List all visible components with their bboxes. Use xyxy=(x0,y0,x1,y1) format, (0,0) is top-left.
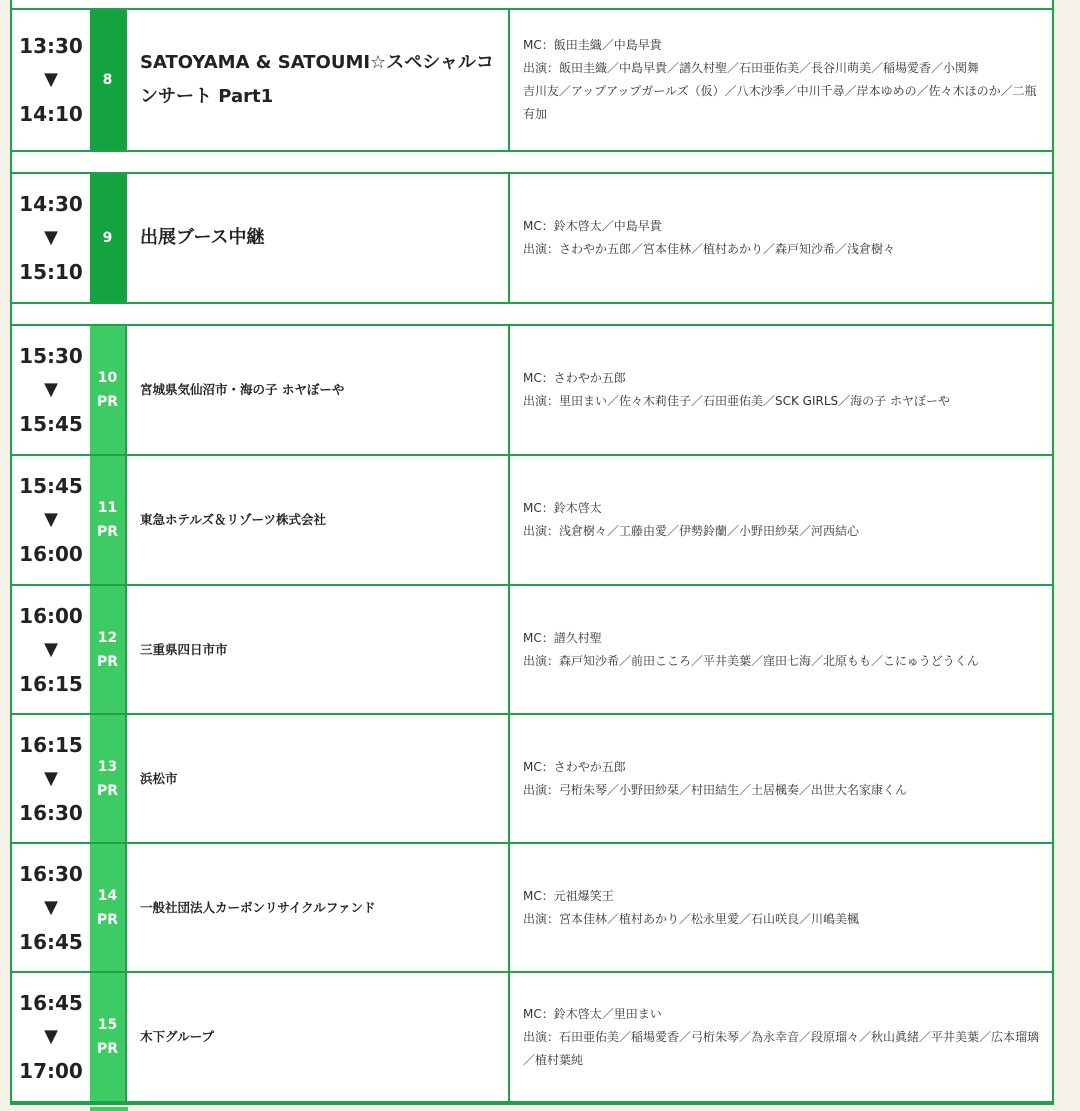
cast-cell xyxy=(512,10,1050,150)
program-number xyxy=(90,844,127,972)
program-title xyxy=(128,715,510,843)
end-time: 14:10 xyxy=(19,102,83,126)
row-gap xyxy=(12,152,1052,172)
program-number xyxy=(90,456,127,584)
cast-cell xyxy=(512,326,1050,454)
program-number-value: 13 xyxy=(97,759,118,775)
start-time: 15:30 xyxy=(19,344,83,368)
performers-line: 出演：宮本佳林／植村あかり／松永里愛／石山咲良／川嶋美楓 xyxy=(523,912,860,926)
schedule-row xyxy=(12,454,1052,586)
start-time: 14:30 xyxy=(19,192,83,216)
mc-line: MC：さわやか五郎 xyxy=(523,371,626,385)
arrow-down-icon: ▼ xyxy=(44,1026,58,1047)
row-gap xyxy=(12,304,1052,324)
performers-line: 出演：里田まい／佐々木莉佳子／石田亜佑美／SCK GIRLS／海の子 ホヤぼーや xyxy=(523,394,950,408)
time-cell xyxy=(12,844,90,972)
cast-cell xyxy=(512,456,1050,584)
program-number xyxy=(90,715,127,843)
schedule-row xyxy=(12,971,1052,1103)
arrow-down-icon: ▼ xyxy=(44,69,58,90)
cast-cell xyxy=(512,844,1050,972)
mc-line: MC：飯田圭織／中島早貴 xyxy=(523,38,662,52)
pr-label: PR xyxy=(96,394,119,410)
schedule-row xyxy=(12,842,1052,974)
start-time: 16:30 xyxy=(19,862,83,886)
program-number-value: 11 xyxy=(97,500,118,516)
time-cell xyxy=(12,586,90,714)
program-number xyxy=(90,973,127,1101)
cast-cell xyxy=(512,586,1050,714)
arrow-down-icon: ▼ xyxy=(44,379,58,400)
end-time: 17:00 xyxy=(19,1059,83,1083)
time-cell xyxy=(12,973,90,1101)
time-cell xyxy=(12,174,90,302)
cast-cell xyxy=(512,973,1050,1101)
schedule-row xyxy=(12,172,1052,304)
end-time: 15:10 xyxy=(19,260,83,284)
mc-line: MC：元祖爆笑王 xyxy=(523,889,614,903)
performers-line: 出演：森戸知沙希／前田こころ／平井美葉／窪田七海／北原もも／こにゅうどうくん xyxy=(523,654,979,668)
performers-line-2: 吉川友／アップアップガールズ（仮）／八木沙季／中川千尋／岸本ゆめの／佐々木ほのか／二瓶有加 xyxy=(523,84,1037,121)
program-title-text: 宮城県気仙沼市・海の子 ホヤぼーや xyxy=(140,382,345,397)
performers-line: 出演：飯田圭織／中島早貴／譜久村聖／石田亜佑美／長谷川萌美／稲場愛香／小関舞 xyxy=(523,61,980,75)
program-title-text: 東急ホテルズ＆リゾーツ株式会社 xyxy=(140,512,327,527)
arrow-down-icon: ▼ xyxy=(44,509,58,530)
program-title-text: 出展ブース中継 xyxy=(140,227,265,248)
program-title xyxy=(128,973,510,1101)
program-number xyxy=(90,586,127,714)
cast-cell xyxy=(512,174,1050,302)
end-time: 16:30 xyxy=(19,801,83,825)
start-time: 15:45 xyxy=(19,474,83,498)
program-number-value: 14 xyxy=(97,888,118,904)
program-number xyxy=(90,326,127,454)
program-title xyxy=(128,844,510,972)
end-time: 16:45 xyxy=(19,930,83,954)
program-title-text: 木下グループ xyxy=(140,1029,215,1044)
mc-line: MC：譜久村聖 xyxy=(523,631,602,645)
schedule-row xyxy=(12,8,1052,152)
schedule-row xyxy=(12,324,1052,456)
arrow-down-icon: ▼ xyxy=(44,639,58,660)
program-number-value: 9 xyxy=(102,230,113,246)
start-time: 16:45 xyxy=(19,991,83,1015)
end-time: 16:15 xyxy=(19,672,83,696)
time-cell xyxy=(12,715,90,843)
cast-cell xyxy=(512,715,1050,843)
next-row-number-edge xyxy=(90,1107,128,1111)
time-cell xyxy=(12,326,90,454)
mc-line: MC：鈴木啓太／中島早貴 xyxy=(523,219,662,233)
program-title xyxy=(128,326,510,454)
pr-label: PR xyxy=(96,912,119,928)
pr-label: PR xyxy=(96,524,119,540)
time-cell xyxy=(12,10,90,150)
performers-line: 出演：さわやか五郎／宮本佳林／植村あかり／森戸知沙希／浅倉樹々 xyxy=(523,242,896,256)
end-time: 15:45 xyxy=(19,412,83,436)
arrow-down-icon: ▼ xyxy=(44,897,58,918)
performers-line: 出演：浅倉樹々／工藤由愛／伊勢鈴蘭／小野田紗栞／河西結心 xyxy=(523,524,860,538)
program-number-value: 10 xyxy=(97,370,118,386)
program-title xyxy=(128,10,510,150)
performers-line: 出演：石田亜佑美／稲場愛香／弓桁朱琴／為永幸音／段原瑠々／秋山眞緒／平井美葉／広本瑠璃／植村葉純 xyxy=(523,1029,1040,1067)
program-number xyxy=(90,10,127,150)
program-number-value: 12 xyxy=(97,630,118,646)
program-number-value: 8 xyxy=(102,72,113,88)
program-title xyxy=(128,174,510,302)
schedule-row xyxy=(12,584,1052,716)
mc-line: MC：さわやか五郎 xyxy=(523,760,626,774)
start-time: 16:15 xyxy=(19,733,83,757)
mc-line: MC：鈴木啓太 xyxy=(523,501,602,515)
start-time: 16:00 xyxy=(19,604,83,628)
arrow-down-icon: ▼ xyxy=(44,227,58,248)
arrow-down-icon: ▼ xyxy=(44,768,58,789)
end-time: 16:00 xyxy=(19,542,83,566)
pr-label: PR xyxy=(96,1041,119,1057)
program-title xyxy=(128,456,510,584)
program-title-text: 浜松市 xyxy=(140,771,178,786)
pr-label: PR xyxy=(96,783,119,799)
program-number-value: 15 xyxy=(97,1017,118,1033)
program-title-text: SATOYAMA & SATOUMI☆スペシャルコンサート Part1 xyxy=(140,52,494,107)
mc-line: MC：鈴木啓太／里田まい xyxy=(523,1006,662,1021)
start-time: 13:30 xyxy=(19,34,83,58)
program-title-text: 一般社団法人カーボンリサイクルファンド xyxy=(140,900,376,915)
program-title xyxy=(128,586,510,714)
program-number xyxy=(90,174,127,302)
program-title-text: 三重県四日市市 xyxy=(140,642,228,657)
pr-label: PR xyxy=(96,654,119,670)
schedule-row xyxy=(12,713,1052,845)
time-cell xyxy=(12,456,90,584)
performers-line: 出演：弓桁朱琴／小野田紗栞／村田結生／土居楓奏／出世大名家康くん xyxy=(523,783,908,797)
